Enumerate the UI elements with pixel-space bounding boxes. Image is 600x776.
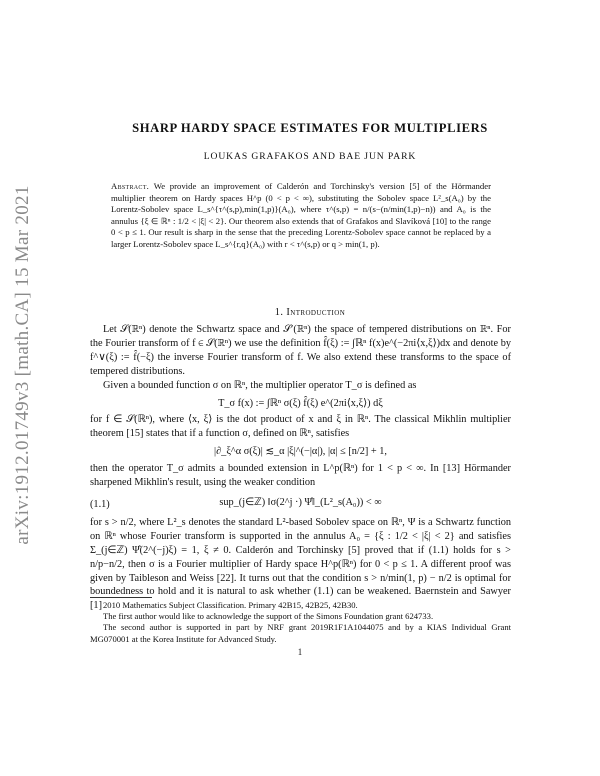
equation-label: (1.1) xyxy=(90,498,110,510)
equation-hormander-condition: sup_(j∈ℤ) ‖σ(2^j ·) Ψ̂‖_(L²_s(A₀)) < ∞ xyxy=(219,496,382,508)
footnote-msc: 2010 Mathematics Subject Classification. Primary 42B15, 42B25, 42B30. xyxy=(103,600,358,610)
footnotes xyxy=(90,600,511,645)
abstract xyxy=(111,181,491,250)
paragraph-3: for f ∈ 𝒮(ℝⁿ), where ⟨x, ξ⟩ is the dot product of x and ξ in ℝⁿ. The classical Mikhlin multiplier theorem [15] states that if a function σ, defined on ℝⁿ, satisfies xyxy=(90,414,511,440)
paragraph-1: Let 𝒮(ℝⁿ) denote the Schwartz space and 𝒮′(ℝⁿ) the space of tempered distributions on ℝⁿ. For the Fourier transform of f ∈ 𝒮(ℝⁿ) we use the definition f̂(ξ) := ∫ℝⁿ f(x)e^(−2πi⟨x,ξ⟩)dx and denote by f^∨(ξ) := f̂(−ξ) the inverse Fourier transform of f. We also extend these transforms to the space of tempered distributions. xyxy=(90,324,511,377)
arxiv-identifier: arXiv:1912.01749v3 [math.CA] 15 Mar 2021 xyxy=(12,185,33,545)
section-heading xyxy=(90,307,530,318)
footnote-ack-second: The second author is supported in part by NRF grant 2019R1F1A1044075 and by a KIAS Individual Grant MG070001 at the Korea Institute for Advanced Study. xyxy=(90,622,511,644)
equation-mikhlin-condition: |∂_ξ^α σ(ξ)| ≲_α |ξ|^(−|α|), |α| ≤ [n/2] + 1, xyxy=(214,446,387,458)
footnote-rule xyxy=(90,597,152,598)
footnote-ack-first: The first author would like to acknowledge the support of the Simons Foundation grant 624733. xyxy=(103,611,434,622)
section-number: 1. xyxy=(274,307,284,318)
paper-authors: LOUKAS GRAFAKOS AND BAE JUN PARK xyxy=(203,151,417,162)
paragraph-5: for s > n/2, where L²_s denotes the standard L²-based Sobolev space on ℝⁿ, Ψ is a Schwartz function on ℝⁿ whose Fourier transform is supported in the annulus A₀ = {ξ : 1/2 < |ξ| < 2} and satisfies Σ_(j∈ℤ) Ψ̂(2^(−j)ξ) = 1, ξ ≠ 0. Calderón and Torchinsky [5] proved that if (1.1) holds for s > n/p−n/2, then σ is a Fourier multiplier of Hardy space H^p(ℝⁿ) for 0 < p ≤ 1. A different proof was given by Taibleson and Weiss [22]. It turns out that the condition s > n/min(1, p) − n/2 is optimal for boundedness to hold and it is natural to ask whether (1.1) can be weakened. Baernstein and Sawyer [1] xyxy=(90,516,511,612)
paragraph-2: Given a bounded function σ on ℝⁿ, the multiplier operator T_σ is defined as xyxy=(103,379,417,391)
equation-multiplier-operator: T_σ f(x) := ∫ℝⁿ σ(ξ) f̂(ξ) e^(2πi⟨x,ξ⟩) dξ xyxy=(218,397,383,409)
body-text xyxy=(90,323,511,613)
arxiv-sidebar-stamp xyxy=(8,130,38,600)
section-title: Introduction xyxy=(286,307,346,318)
equation-1-1 xyxy=(90,496,511,510)
abstract-label: Abstract. xyxy=(111,181,150,191)
paragraph-4: then the operator T_σ admits a bounded extension in L^p(ℝⁿ) for 1 < p < ∞. In [13] Hörmander sharpened Mikhlin's result, using the weaker condition xyxy=(90,463,511,489)
page-number: 1 xyxy=(297,647,303,657)
abstract-text: We provide an improvement of Calderón and Torchinsky's version [5] of the Hörmander multiplier theorem on Hardy spaces H^p (0 < p < ∞), substituting the Sobolev space L²_s(A₀) by the Lorentz-Sobolev space L_s^{τ^(s,p),min(1,p)}(A₀), where τ^(s,p) = n/(s−(n/min(1,p)−n)) and A₀ is the annulus {ξ ∈ ℝⁿ : 1/2 < |ξ| < 2}. Our theorem also extends that of Grafakos and Slavíková [10] to the range 0 < p ≤ 1. Our result is sharp in the sense that the preceding Lorentz-Sobolev space cannot be replaced by a larger Lorentz-Sobolev space L_s^{r,q}(A₀) with r < τ^(s,p) or q > min(1, p). xyxy=(111,181,491,249)
paper-title: SHARP HARDY SPACE ESTIMATES FOR MULTIPLIERS xyxy=(132,121,488,135)
